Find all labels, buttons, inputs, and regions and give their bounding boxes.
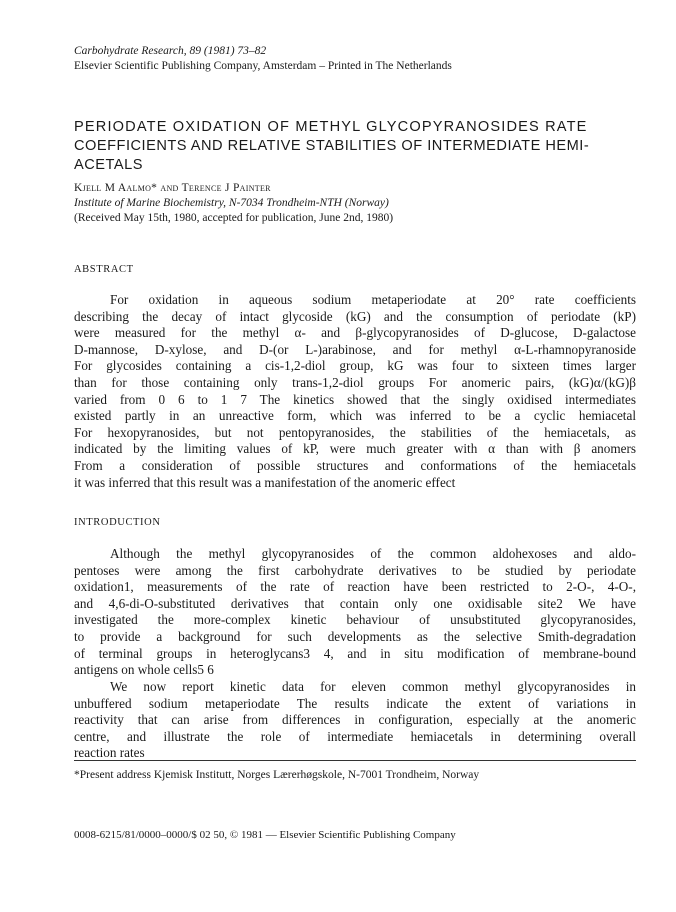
abstract-heading: ABSTRACT — [74, 264, 134, 275]
intro-line: pentoses were among the first carbohydrate derivatives to be studied by periodate — [74, 562, 636, 578]
intro-line: We now report kinetic data for eleven common methyl glycopyranosides in — [110, 679, 636, 694]
article-title — [74, 118, 640, 175]
journal-citation: Carbohydrate Research, 89 (1981) 73–82 — [74, 45, 267, 57]
introduction-heading: INTRODUCTION — [74, 517, 161, 528]
intro-line: unbuffered sodium metaperiodate The results indicate the extent of variations in — [74, 695, 636, 711]
author-names: Kjell M Aalmo* and Terence J Painter — [74, 182, 271, 194]
abstract-line: For hexopyranosides, but not pentopyranosides, the stabilities of the hemiacetals, as — [74, 424, 636, 440]
title-line: PERIODATE OXIDATION OF METHYL GLYCOPYRANOSIDES RATE — [74, 119, 588, 135]
intro-line: antigens on whole cells5 6 — [74, 662, 214, 678]
abstract-line: than for those containing only trans-1,2-diol groups For anomeric pairs, (kG)α/(kG)β — [74, 374, 636, 390]
author-block — [74, 181, 634, 226]
abstract-line: varied from 0 6 to 1 7 The kinetics showed that the singly oxidised intermediates — [74, 391, 636, 407]
abstract-line: From a consideration of possible structures and conformations of the hemiacetals — [74, 457, 636, 473]
intro-line: reactivity that can arise from differences in configuration, especially at the anomeric — [74, 712, 636, 728]
copyright-line: 0008-6215/81/0000–0000/$ 02 50, © 1981 — Elsevier Scientific Publishing Company — [74, 829, 456, 841]
abstract-line: were measured for the methyl α- and β-glycopyranosides of D-glucose, D-galactose — [74, 325, 636, 341]
abstract-line: D-mannose, D-xylose, and D-(or L-)arabinose, and for methyl α-L-rhamnopyranoside — [74, 341, 636, 357]
intro-line: and 4,6-di-O-substituted derivatives that contain only one oxidisable site2 We have — [74, 595, 636, 611]
abstract-line: it was inferred that this result was a manifestation of the anomeric effect — [74, 474, 456, 490]
title-line: COEFFICIENTS AND RELATIVE STABILITIES OF INTERMEDIATE HEMI- — [74, 138, 590, 154]
intro-line: investigated the more-complex kinetic behaviour of unsubstituted glycopyranosides, — [74, 612, 636, 628]
intro-line: centre, and illustrate the role of intermediate hemiacetals in determining overall — [74, 728, 636, 744]
abstract-body — [74, 292, 636, 491]
introduction-paragraph-1 — [74, 546, 636, 679]
journal-header — [74, 44, 634, 74]
intro-line: oxidation1, measurements of the rate of reaction have been restricted to 2-O-, 4-O-, — [74, 579, 636, 595]
intro-line: Although the methyl glycopyranosides of the common aldohexoses and aldo- — [110, 546, 636, 561]
publisher-line: Elsevier Scientific Publishing Company, Amsterdam – Printed in The Netherlands — [74, 60, 452, 72]
abstract-line: For glycosides containing a cis-1,2-diol group, kG was four to sixteen times larger — [74, 358, 636, 374]
author-institution: Institute of Marine Biochemistry, N-7034 Trondheim-NTH (Norway) — [74, 197, 389, 209]
introduction-paragraph-2 — [74, 679, 636, 762]
footnote-divider — [74, 760, 636, 761]
abstract-line: describing the decay of intact glycoside (kG) and the consumption of periodate (kP) — [74, 308, 636, 324]
intro-line: of terminal groups in heteroglycans3 4, and in situ modification of membrane-bound — [74, 645, 636, 661]
title-line: ACETALS — [74, 157, 143, 173]
intro-line: to provide a background for such developments as the selective Smith-degradation — [74, 628, 636, 644]
footnote: *Present address Kjemisk Institutt, Norges Lærerhøgskole, N-7001 Trondheim, Norway — [74, 769, 480, 781]
received-dates: (Received May 15th, 1980, accepted for publication, June 2nd, 1980) — [74, 212, 394, 224]
intro-line: reaction rates — [74, 745, 145, 761]
abstract-line: existed partly in an unreactive form, which was inferred to be a cyclic hemiacetal — [74, 408, 636, 424]
abstract-line: For oxidation in aqueous sodium metaperiodate at 20° rate coefficients — [110, 292, 636, 307]
abstract-line: indicated by the limiting values of kP, were much greater with α than with β anomers — [74, 441, 636, 457]
